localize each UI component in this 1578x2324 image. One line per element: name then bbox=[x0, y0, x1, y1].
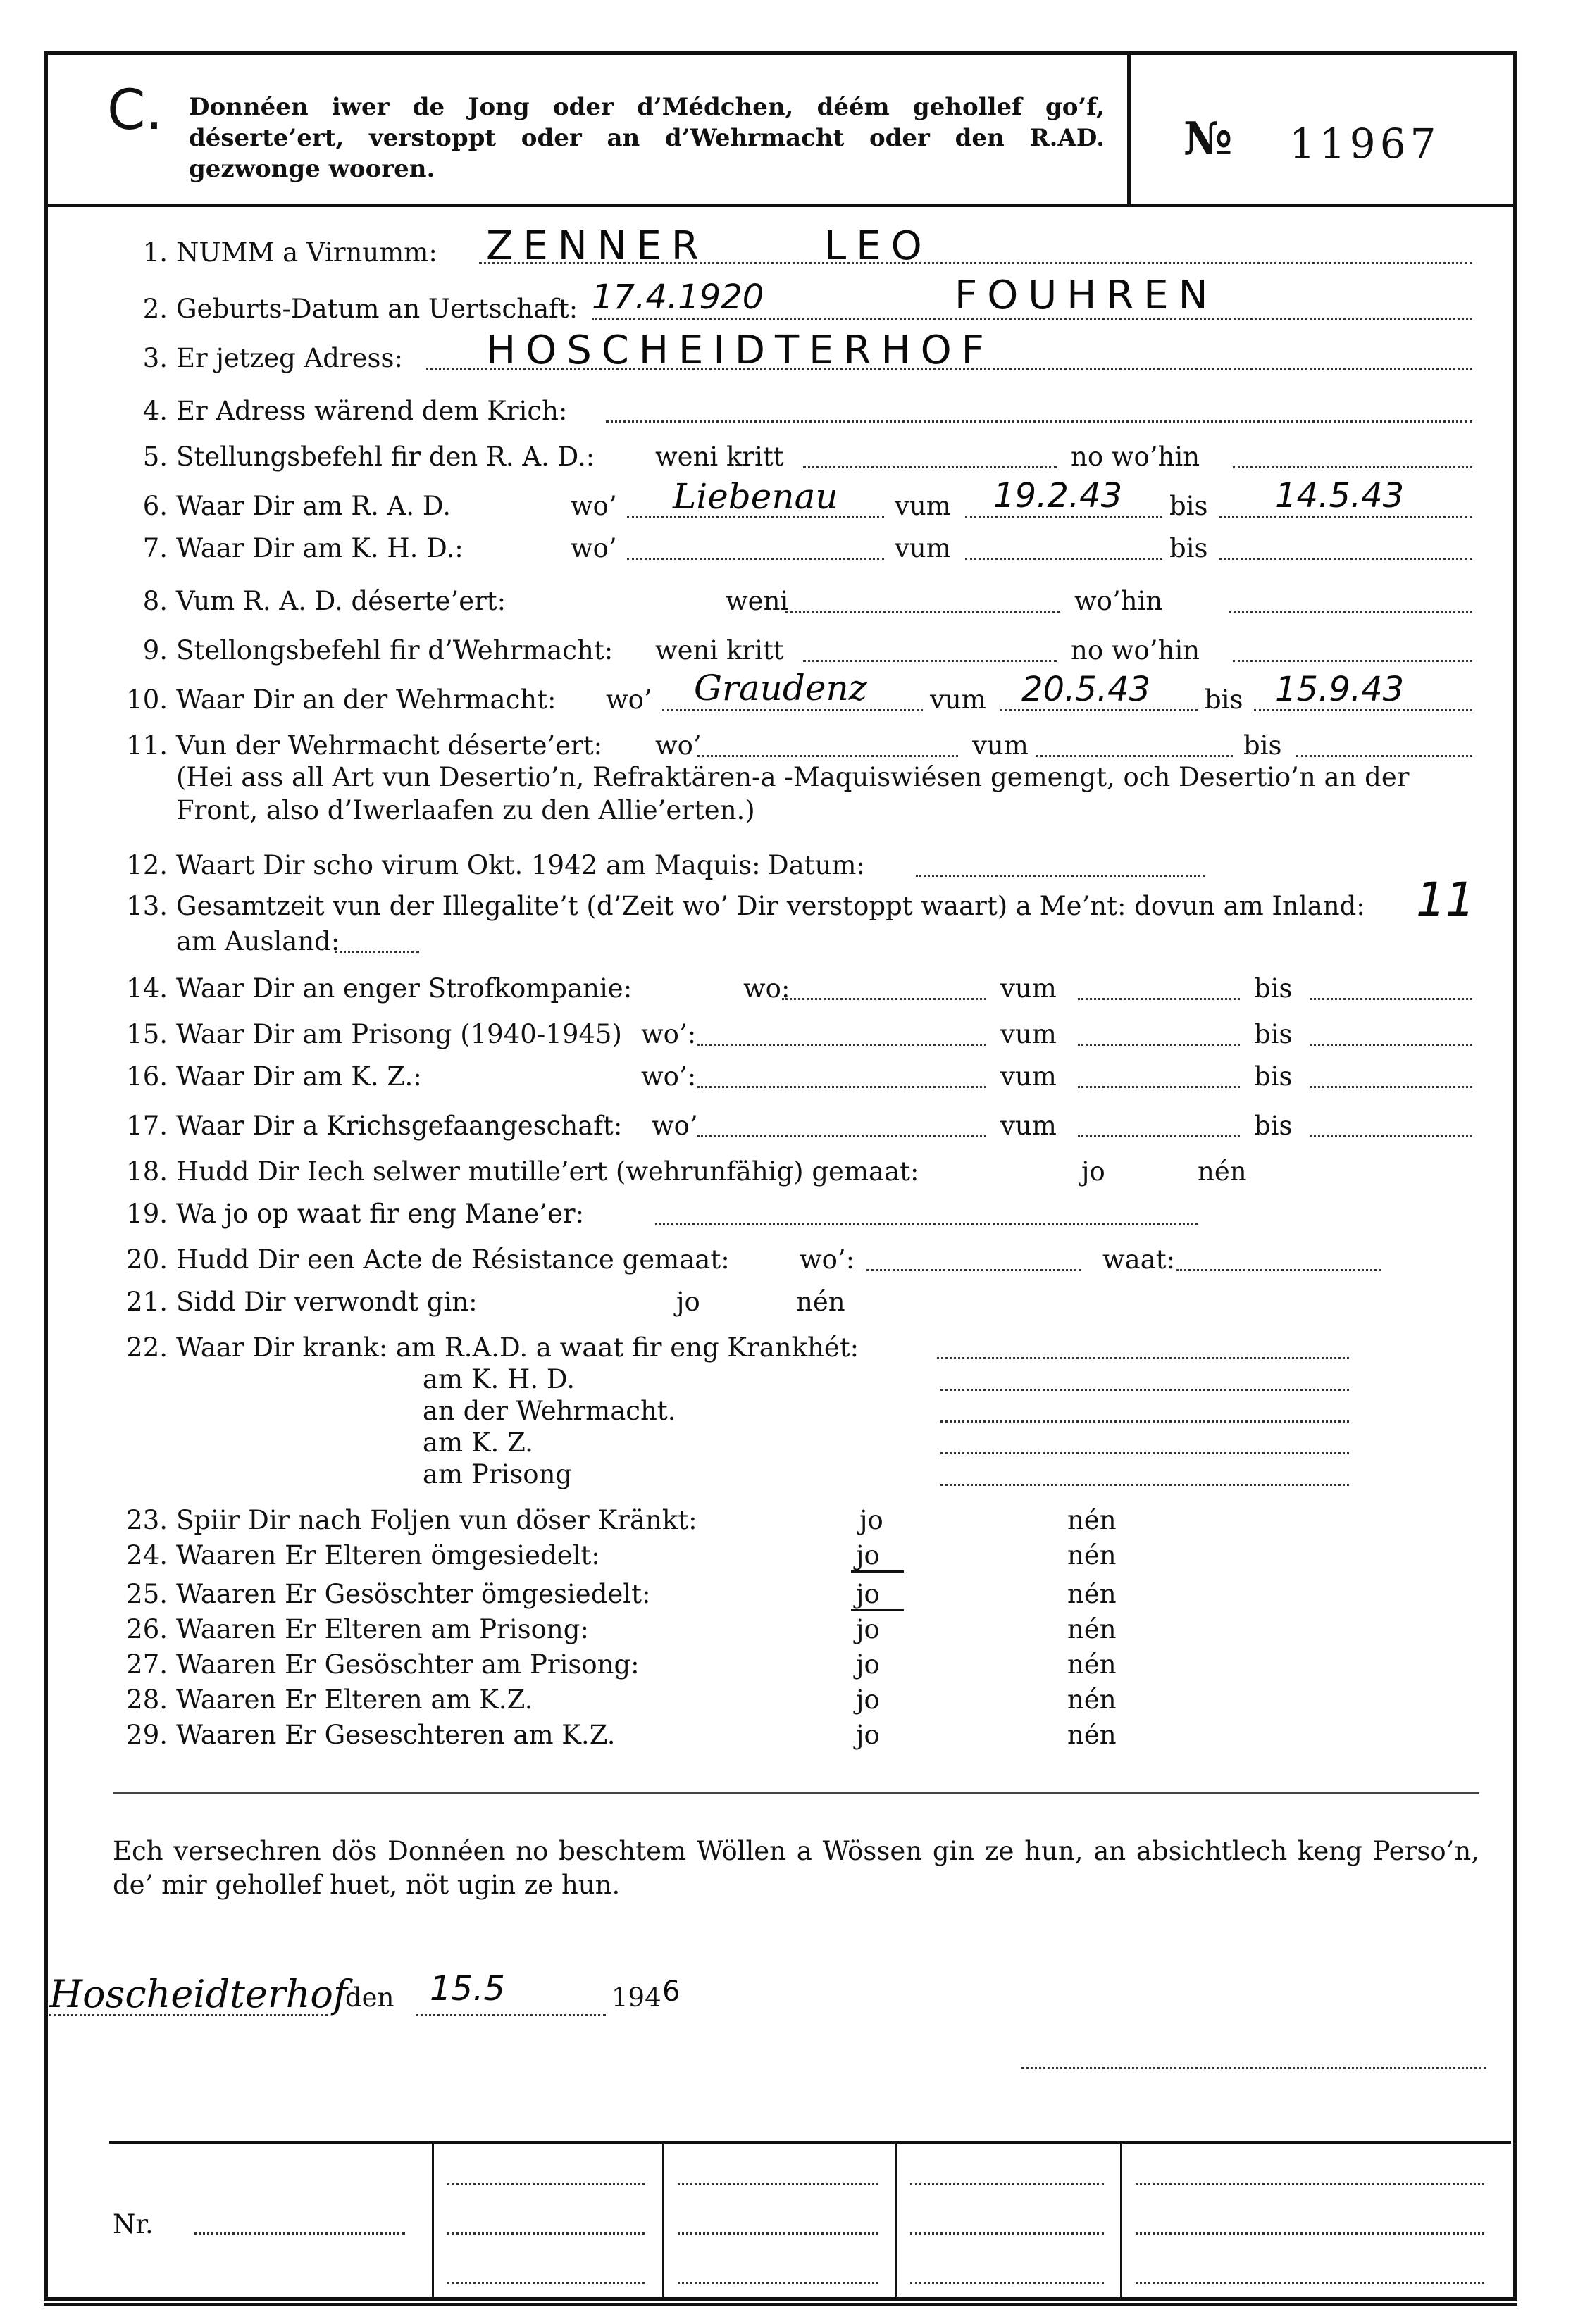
row-prompt: bis bbox=[1254, 1111, 1293, 1141]
row-prompt: nén bbox=[1067, 1614, 1117, 1644]
row-prompt: jo bbox=[676, 1287, 700, 1317]
form-number: 11967 bbox=[1289, 120, 1441, 168]
row-label: Waart Dir scho virum Okt. 1942 am Maquis: bbox=[176, 850, 761, 880]
entry-line[interactable] bbox=[803, 660, 1057, 662]
row-label: Waar Dir krank: am R.A.D. a waat fir eng Krankhét: bbox=[176, 1332, 859, 1363]
row-prompt: vum bbox=[1000, 1061, 1057, 1092]
handwritten-wehr-where: Graudenz bbox=[694, 668, 867, 708]
row-prompt: bis bbox=[1205, 685, 1243, 715]
handwritten-wehr-to: 15.9.43 bbox=[1275, 670, 1405, 709]
row-prompt: vum bbox=[930, 685, 986, 715]
row-label: Waar Dir am K. H. D.: bbox=[176, 533, 464, 563]
nr-cell-line[interactable] bbox=[447, 2232, 645, 2235]
nr-table-divider bbox=[895, 2142, 897, 2301]
entry-line[interactable] bbox=[965, 516, 1162, 518]
entry-line[interactable] bbox=[940, 1420, 1349, 1423]
nr-cell-line[interactable] bbox=[447, 2183, 645, 2185]
row-number: 29. bbox=[126, 1720, 168, 1750]
row-label: Waar Dir am Prisong (1940-1945) bbox=[176, 1019, 622, 1049]
row-prompt: wo’ bbox=[652, 1111, 698, 1141]
row-prompt: nén bbox=[1198, 1156, 1247, 1187]
entry-line[interactable] bbox=[1296, 755, 1472, 757]
nr-cell-line[interactable] bbox=[1136, 2282, 1484, 2284]
row-number: 19. bbox=[126, 1199, 168, 1229]
handwritten-address: HOSCHEIDTERHOF bbox=[486, 327, 994, 373]
row-number: 14. bbox=[126, 973, 168, 1004]
row-note: (Hei ass all Art vun Desertio’n, Refraktären-a -Maquiswiésen gemengt, och Desertio’n an der bbox=[176, 762, 1410, 792]
row-prompt: bis bbox=[1254, 973, 1293, 1004]
row-label: Waar Dir am K. Z.: bbox=[176, 1061, 422, 1092]
den-label: den bbox=[345, 1982, 394, 2013]
nr-cell-line[interactable] bbox=[910, 2232, 1104, 2235]
entry-line[interactable] bbox=[1078, 1086, 1240, 1088]
signed-place: Hoscheidterhof bbox=[49, 1972, 347, 2016]
entry-line[interactable] bbox=[1078, 1135, 1240, 1137]
row-prompt: wo’ bbox=[571, 533, 617, 563]
row-prompt: jo bbox=[856, 1649, 880, 1680]
row-prompt: bis bbox=[1254, 1061, 1293, 1092]
entry-line[interactable] bbox=[627, 558, 884, 560]
row-prompt: wo: bbox=[743, 973, 790, 1004]
row-number: 3. bbox=[142, 343, 168, 373]
footer-separator bbox=[113, 1792, 1479, 1794]
year-suffix: 6 bbox=[662, 1975, 681, 2008]
row-number: 1. bbox=[142, 237, 168, 268]
row-prompt: bis bbox=[1169, 533, 1208, 563]
year-prefix: 194 bbox=[611, 1982, 661, 2013]
signed-place-line[interactable] bbox=[49, 2014, 328, 2016]
row-prompt: vum bbox=[1000, 1111, 1057, 1141]
row-prompt: jo bbox=[856, 1614, 880, 1644]
row-prompt: waat: bbox=[1102, 1244, 1176, 1275]
row-number: 4. bbox=[142, 396, 168, 426]
nr-table-divider bbox=[662, 2142, 664, 2301]
row-number: 17. bbox=[126, 1111, 168, 1141]
jo-underline bbox=[851, 1570, 904, 1573]
row-number: 22. bbox=[126, 1332, 168, 1363]
row-label: Stellongsbefehl fir d’Wehrmacht: bbox=[176, 635, 614, 666]
row-label: Waaren Er Elteren ömgesiedelt: bbox=[176, 1540, 600, 1570]
row-prompt: weni kritt bbox=[655, 442, 784, 472]
row-number: 23. bbox=[126, 1505, 168, 1535]
jo-underline bbox=[851, 1609, 904, 1611]
nr-cell-line[interactable] bbox=[678, 2183, 878, 2185]
row-number: 28. bbox=[126, 1685, 168, 1715]
nr-cell-line[interactable] bbox=[910, 2282, 1104, 2284]
entry-line[interactable] bbox=[940, 1484, 1349, 1486]
entry-line[interactable] bbox=[1310, 1086, 1472, 1088]
nr-cell-line[interactable] bbox=[678, 2232, 878, 2235]
nr-cell-line[interactable] bbox=[910, 2183, 1104, 2185]
entry-line[interactable] bbox=[916, 875, 1205, 877]
row-prompt: bis bbox=[1243, 730, 1282, 761]
row-prompt: jo bbox=[856, 1685, 880, 1715]
row-label: Vun der Wehrmacht déserte’ert: bbox=[176, 730, 603, 761]
row-prompt: jo bbox=[856, 1720, 880, 1750]
row-label: Waaren Er Gesöschter am Prisong: bbox=[176, 1649, 640, 1680]
signed-date: 15.5 bbox=[430, 1969, 505, 2008]
row-label: Vum R. A. D. déserte’ert: bbox=[176, 586, 507, 616]
row-number: 11. bbox=[126, 730, 168, 761]
row-prompt: wo’: bbox=[641, 1061, 697, 1092]
entry-line[interactable] bbox=[655, 1223, 1198, 1225]
row-prompt: wo’hin bbox=[1074, 586, 1163, 616]
section-letter: C. bbox=[107, 79, 163, 142]
row-label: Wa jo op waat fir eng Mane’er: bbox=[176, 1199, 585, 1229]
row-label: Spiir Dir nach Foljen vun döser Kränkt: bbox=[176, 1505, 697, 1535]
row-label: Waaren Er Geseschteren am K.Z. bbox=[176, 1720, 616, 1750]
signed-date-line[interactable] bbox=[416, 2014, 606, 2016]
entry-line[interactable] bbox=[1176, 1269, 1381, 1271]
header-rule bbox=[48, 204, 1513, 207]
entry-line[interactable] bbox=[1233, 466, 1472, 468]
entry-line[interactable] bbox=[866, 1269, 1081, 1271]
row-number: 25. bbox=[126, 1579, 168, 1609]
row-prompt: nén bbox=[1067, 1649, 1117, 1680]
row-number: 20. bbox=[126, 1244, 168, 1275]
row-prompt: nén bbox=[1067, 1540, 1117, 1570]
handwritten-firstname: LEO bbox=[824, 223, 932, 269]
handwritten-rad-to: 14.5.43 bbox=[1275, 476, 1405, 516]
signature-line[interactable] bbox=[1021, 2067, 1486, 2069]
row-label: Waaren Er Elteren am Prisong: bbox=[176, 1614, 589, 1644]
entry-line[interactable] bbox=[785, 611, 1060, 613]
entry-line[interactable] bbox=[940, 1452, 1349, 1454]
row-number: 6. bbox=[142, 491, 168, 521]
handwritten-inland-months: 11 bbox=[1416, 873, 1475, 927]
row-label: Waar Dir a Krichsgefaangeschaft: bbox=[176, 1111, 623, 1141]
row-number: 24. bbox=[126, 1540, 168, 1570]
row-number: 16. bbox=[126, 1061, 168, 1092]
entry-line[interactable] bbox=[1078, 998, 1240, 1000]
row-label: Waaren Er Elteren am K.Z. bbox=[176, 1685, 533, 1715]
declaration-text: Ech versechren dös Donnéen no beschtem Wöllen a Wössen gin ze hun, an absichtlech keng Perso’n, de’ mir gehollef huet, nöt ugin ze hun. bbox=[113, 1836, 1479, 1900]
row-prompt: jo bbox=[856, 1540, 880, 1570]
entry-line[interactable] bbox=[1219, 516, 1472, 518]
row-prompt: bis bbox=[1169, 491, 1208, 521]
nr-cell-line[interactable] bbox=[447, 2282, 645, 2284]
frame-bottom-rule bbox=[44, 2303, 1517, 2306]
entry-line[interactable] bbox=[697, 1044, 986, 1046]
entry-line[interactable] bbox=[697, 755, 958, 757]
row-label: Hudd Dir Iech selwer mutille’ert (wehrunfähig) gemaat: bbox=[176, 1156, 919, 1187]
row-number: 5. bbox=[142, 442, 168, 472]
row-prompt: vum bbox=[895, 533, 951, 563]
row-prompt: nén bbox=[1067, 1720, 1117, 1750]
row-number: 27. bbox=[126, 1649, 168, 1680]
row-label: Gesamtzeit vun der Illegalite’t (d’Zeit wo’ Dir verstoppt waart) a Me’nt: dovun am Inland: bbox=[176, 891, 1365, 921]
row-prompt: bis bbox=[1254, 1019, 1293, 1049]
number-mark: № bbox=[1184, 113, 1233, 165]
handwritten-birth-place: FOUHREN bbox=[955, 273, 1218, 318]
row-number: 12. bbox=[126, 850, 168, 880]
row-prompt: Datum: bbox=[768, 850, 865, 880]
row-subitem: am K. Z. bbox=[423, 1427, 533, 1458]
row-prompt: vum bbox=[972, 730, 1029, 761]
entry-line[interactable] bbox=[1254, 709, 1472, 711]
row-prompt: nén bbox=[796, 1287, 845, 1317]
row-number: 13. bbox=[126, 891, 168, 921]
row-prompt: nén bbox=[1067, 1505, 1117, 1535]
row-prompt: wo’ bbox=[655, 730, 702, 761]
row-prompt: jo bbox=[859, 1505, 883, 1535]
entry-line[interactable] bbox=[1078, 1044, 1240, 1046]
header-divider bbox=[1127, 55, 1131, 204]
entry-line[interactable] bbox=[1310, 998, 1472, 1000]
entry-line[interactable] bbox=[1233, 660, 1472, 662]
row-prompt: no wo’hin bbox=[1071, 442, 1200, 472]
nr-field[interactable] bbox=[194, 2232, 405, 2235]
row-prompt: jo bbox=[856, 1579, 880, 1609]
entry-line[interactable] bbox=[662, 709, 923, 711]
entry-line[interactable] bbox=[965, 558, 1162, 560]
row-number: 7. bbox=[142, 533, 168, 563]
section-title: Donnéen iwer de Jong oder d’Médchen, déém gehollef go’f, déserte’ert, verstoppt oder an d’Wehrmacht oder den R.AD. gezwonge wooren. bbox=[189, 93, 1105, 183]
row-label: Waar Dir an enger Strofkompanie: bbox=[176, 973, 633, 1004]
entry-line[interactable] bbox=[1000, 709, 1198, 711]
entry-line[interactable] bbox=[606, 420, 1472, 423]
row-number: 18. bbox=[126, 1156, 168, 1187]
row-prompt: weni bbox=[726, 586, 789, 616]
handwritten-surname: ZENNER bbox=[486, 223, 709, 269]
row-label: Stellungsbefehl fir den R. A. D.: bbox=[176, 442, 595, 472]
row-prompt: vum bbox=[1000, 1019, 1057, 1049]
row-label: Waar Dir an der Wehrmacht: bbox=[176, 685, 557, 715]
entry-line[interactable] bbox=[940, 1389, 1349, 1391]
row-prompt: vum bbox=[895, 491, 951, 521]
row-prompt: no wo’hin bbox=[1071, 635, 1200, 666]
row-number: 8. bbox=[142, 586, 168, 616]
row-prompt: wo’ bbox=[606, 685, 652, 715]
row-prompt: wo’: bbox=[800, 1244, 855, 1275]
nr-table-divider bbox=[432, 2142, 434, 2301]
entry-line[interactable] bbox=[1219, 558, 1472, 560]
row-label: Hudd Dir een Acte de Résistance gemaat: bbox=[176, 1244, 730, 1275]
row-number: 9. bbox=[142, 635, 168, 666]
row-prompt: jo bbox=[1081, 1156, 1105, 1187]
nr-table bbox=[109, 2141, 1511, 2301]
entry-line[interactable] bbox=[592, 318, 1472, 320]
entry-line[interactable] bbox=[782, 998, 986, 1000]
row-label: Sidd Dir verwondt gin: bbox=[176, 1287, 478, 1317]
row-subitem: an der Wehrmacht. bbox=[423, 1396, 676, 1426]
entry-line[interactable] bbox=[1229, 611, 1472, 613]
row-number: 15. bbox=[126, 1019, 168, 1049]
nr-table-divider bbox=[1120, 2142, 1122, 2301]
entry-line[interactable] bbox=[1310, 1044, 1472, 1046]
row-prompt: wo’ bbox=[571, 491, 617, 521]
handwritten-birth-date: 17.4.1920 bbox=[592, 277, 764, 317]
nr-cell-line[interactable] bbox=[678, 2282, 878, 2284]
row-number: 21. bbox=[126, 1287, 168, 1317]
row-prompt: wo’: bbox=[641, 1019, 697, 1049]
handwritten-wehr-from: 20.5.43 bbox=[1021, 670, 1151, 709]
row-note: Front, also d’Iwerlaafen zu den Allie’erten.) bbox=[176, 795, 755, 825]
row-prompt: vum bbox=[1000, 973, 1057, 1004]
entry-line[interactable] bbox=[1310, 1135, 1472, 1137]
handwritten-rad-from: 19.2.43 bbox=[993, 476, 1123, 516]
row-subitem: am K. H. D. bbox=[423, 1364, 575, 1394]
row-label: Geburts-Datum an Uertschaft: bbox=[176, 294, 578, 324]
row-continuation: am Ausland: bbox=[176, 926, 340, 956]
row-number: 2. bbox=[142, 294, 168, 324]
nr-cell-line[interactable] bbox=[1136, 2232, 1484, 2235]
handwritten-rad-where: Liebenau bbox=[673, 476, 838, 517]
row-number: 26. bbox=[126, 1614, 168, 1644]
entry-line[interactable] bbox=[803, 466, 1057, 468]
row-label: NUMM a Virnumm: bbox=[176, 237, 437, 268]
row-subitem: am Prisong bbox=[423, 1459, 573, 1489]
row-prompt: nén bbox=[1067, 1685, 1117, 1715]
entry-line[interactable] bbox=[937, 1357, 1349, 1359]
entry-line[interactable] bbox=[335, 951, 419, 953]
row-label: Er jetzeg Adress: bbox=[176, 343, 403, 373]
nr-label: Nr. bbox=[113, 2209, 154, 2239]
entry-line[interactable] bbox=[697, 1086, 986, 1088]
row-label: Waaren Er Gesöschter ömgesiedelt: bbox=[176, 1579, 651, 1609]
row-prompt: weni kritt bbox=[655, 635, 784, 666]
row-number: 10. bbox=[126, 685, 168, 715]
entry-line[interactable] bbox=[1036, 755, 1233, 757]
nr-cell-line[interactable] bbox=[1136, 2183, 1484, 2185]
row-label: Waar Dir am R. A. D. bbox=[176, 491, 451, 521]
row-prompt: nén bbox=[1067, 1579, 1117, 1609]
entry-line[interactable] bbox=[697, 1135, 986, 1137]
row-label: Er Adress wärend dem Krich: bbox=[176, 396, 568, 426]
